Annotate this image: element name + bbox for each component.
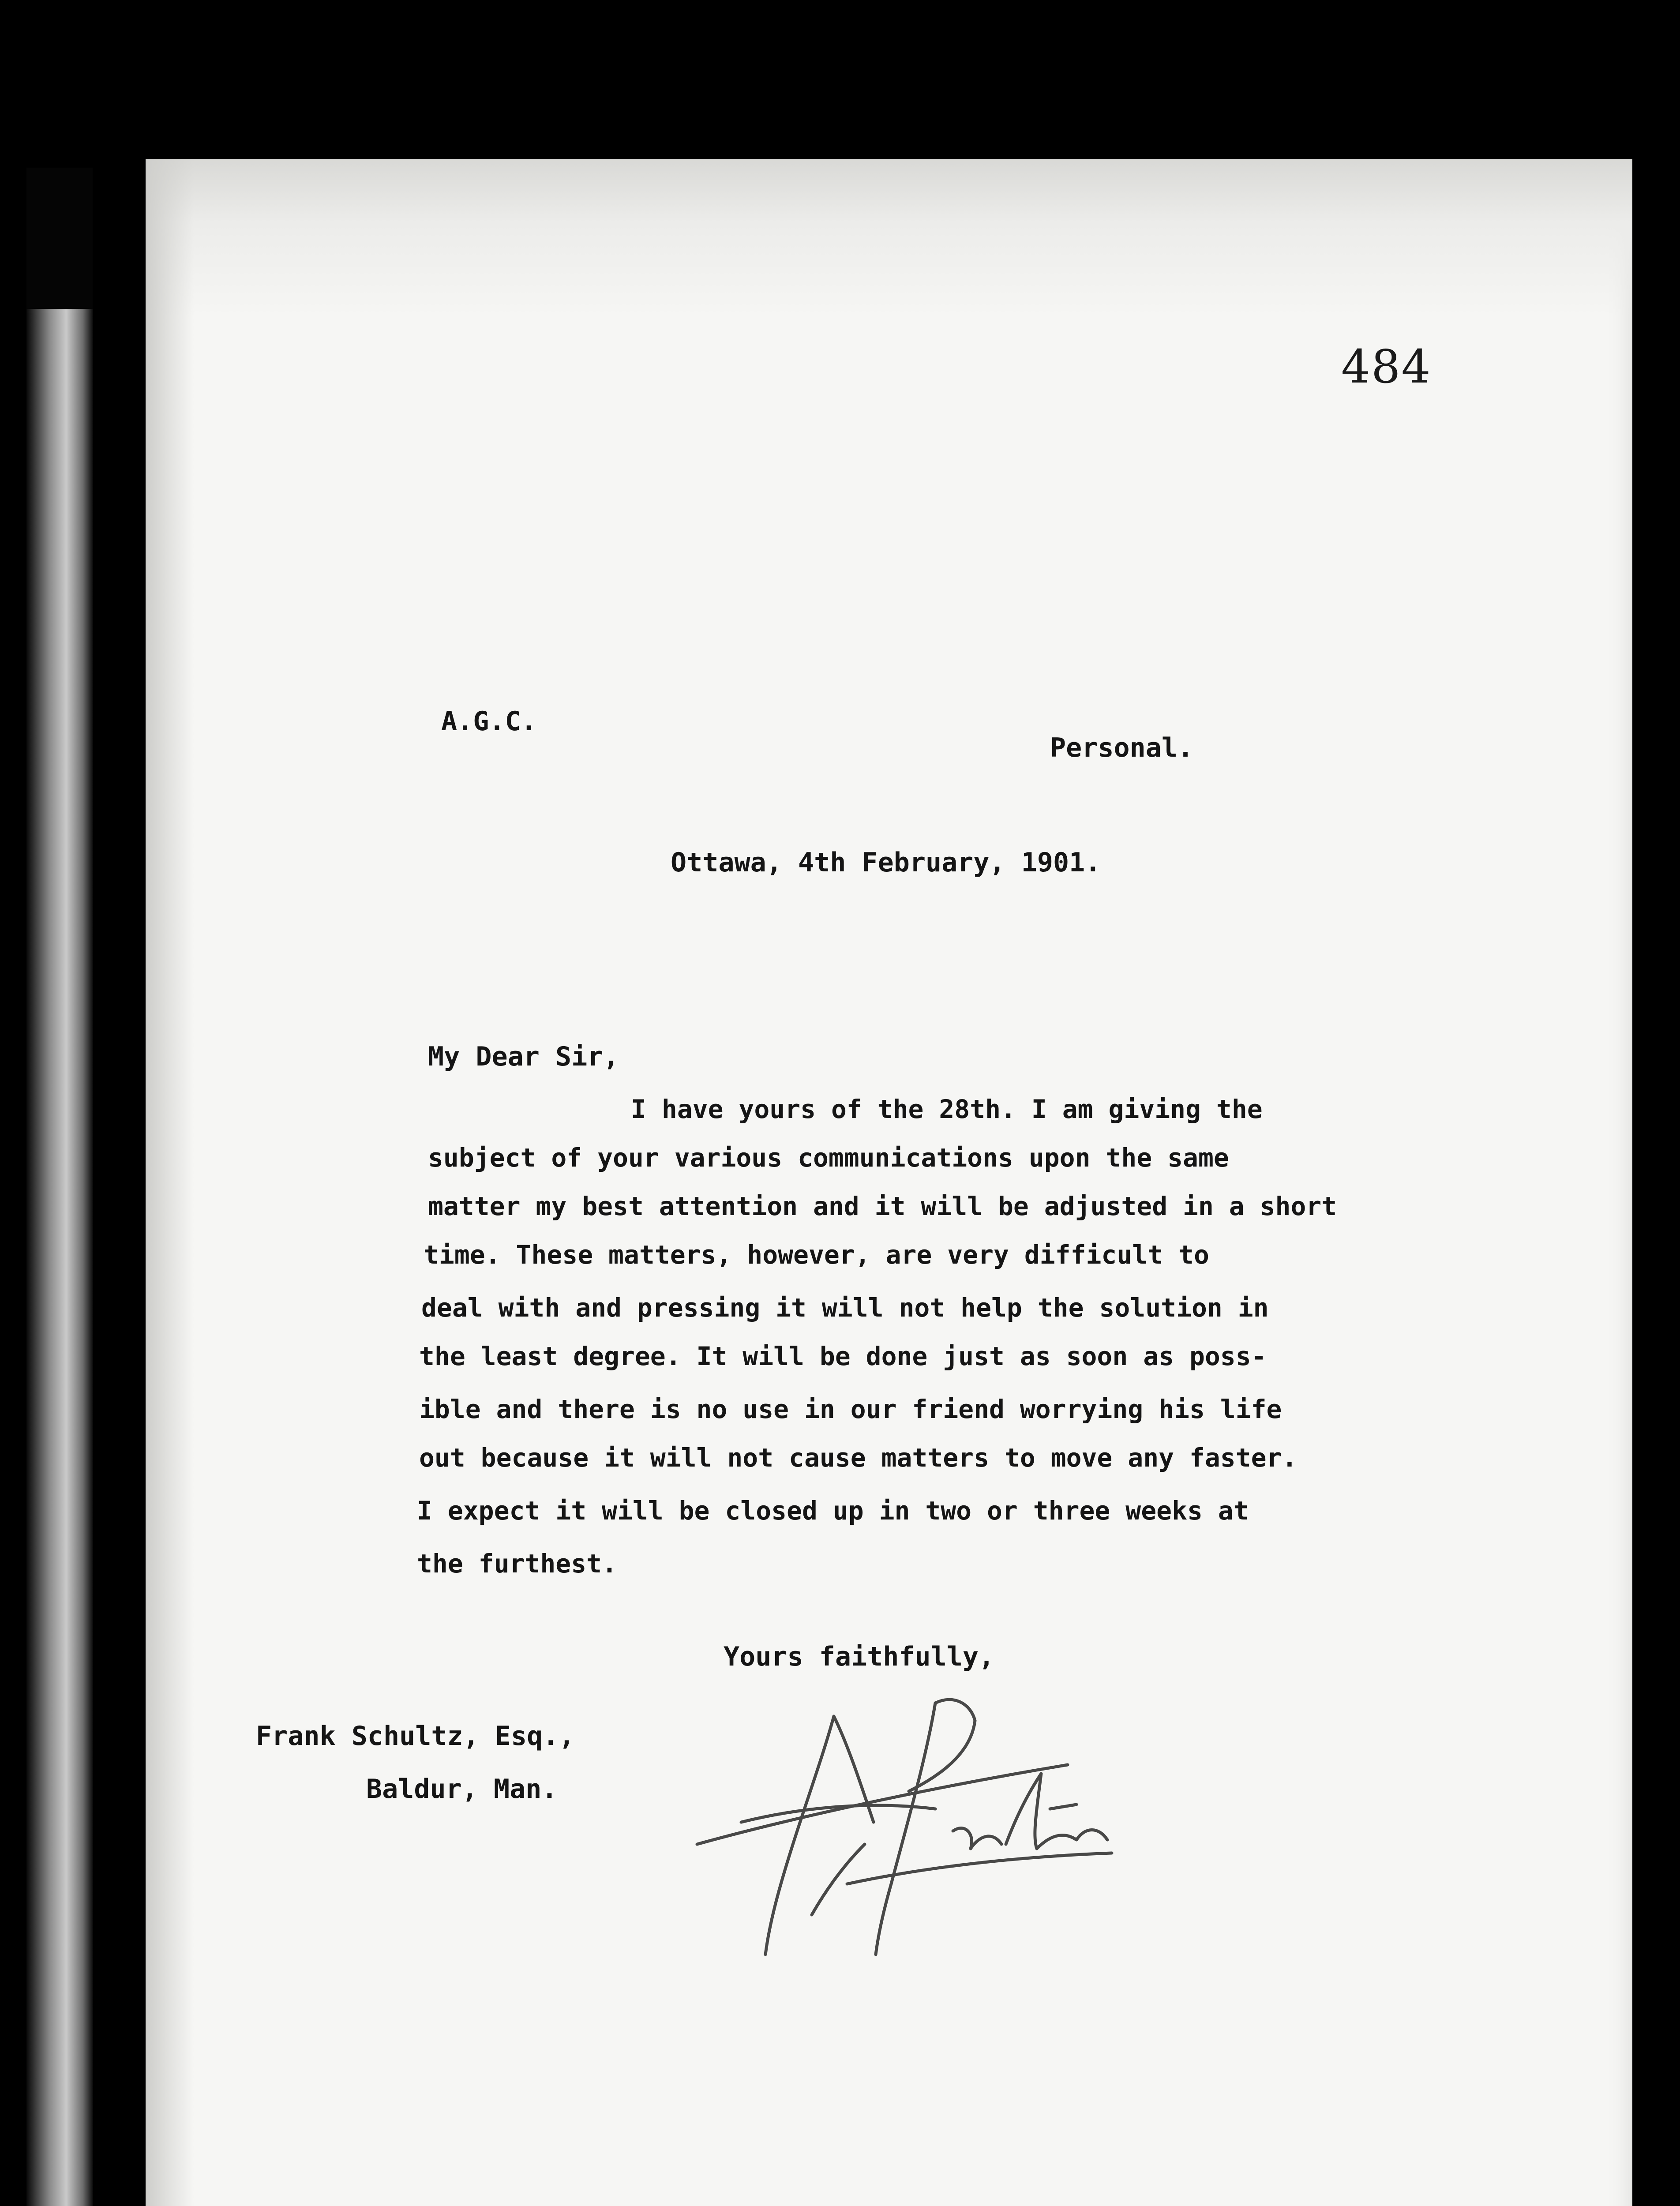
body-line: ible and there is no use in our friend worrying his life [419,1394,1282,1424]
page-top-shadow [146,159,1632,318]
film-edge [26,309,93,2206]
body-line: I expect it will be closed up in two or three weeks at [417,1496,1249,1526]
film-edge-top [26,168,93,313]
body-line: matter my best attention and it will be adjusted in a short [428,1191,1337,1221]
body-line: the furthest. [417,1549,617,1579]
page-left-shadow [146,159,194,2206]
page-number: 484 [1341,340,1432,394]
body-line: I have yours of the 28th. I am giving the [631,1094,1263,1124]
recipient-name: Frank Schultz, Esq., [256,1721,575,1752]
recipient-location: Baldur, Man. [366,1774,558,1805]
closing: Yours faithfully, [724,1641,995,1672]
reference-initials: A.G.C. [441,706,537,737]
body-line: out because it will not cause matters to move any faster. [419,1443,1298,1473]
body-line: deal with and pressing it will not help the solution in [421,1293,1269,1323]
dateline: Ottawa, 4th February, 1901. [671,847,1101,878]
body-line: the least degree. It will be done just as soon as poss- [419,1341,1267,1371]
salutation: My Dear Sir, [428,1041,619,1072]
handwritten-signature [688,1677,1174,1963]
body-line: time. These matters, however, are very difficult to [424,1240,1209,1270]
classification-label: Personal. [1050,732,1194,763]
body-line: subject of your various communications upon the same [428,1143,1229,1173]
